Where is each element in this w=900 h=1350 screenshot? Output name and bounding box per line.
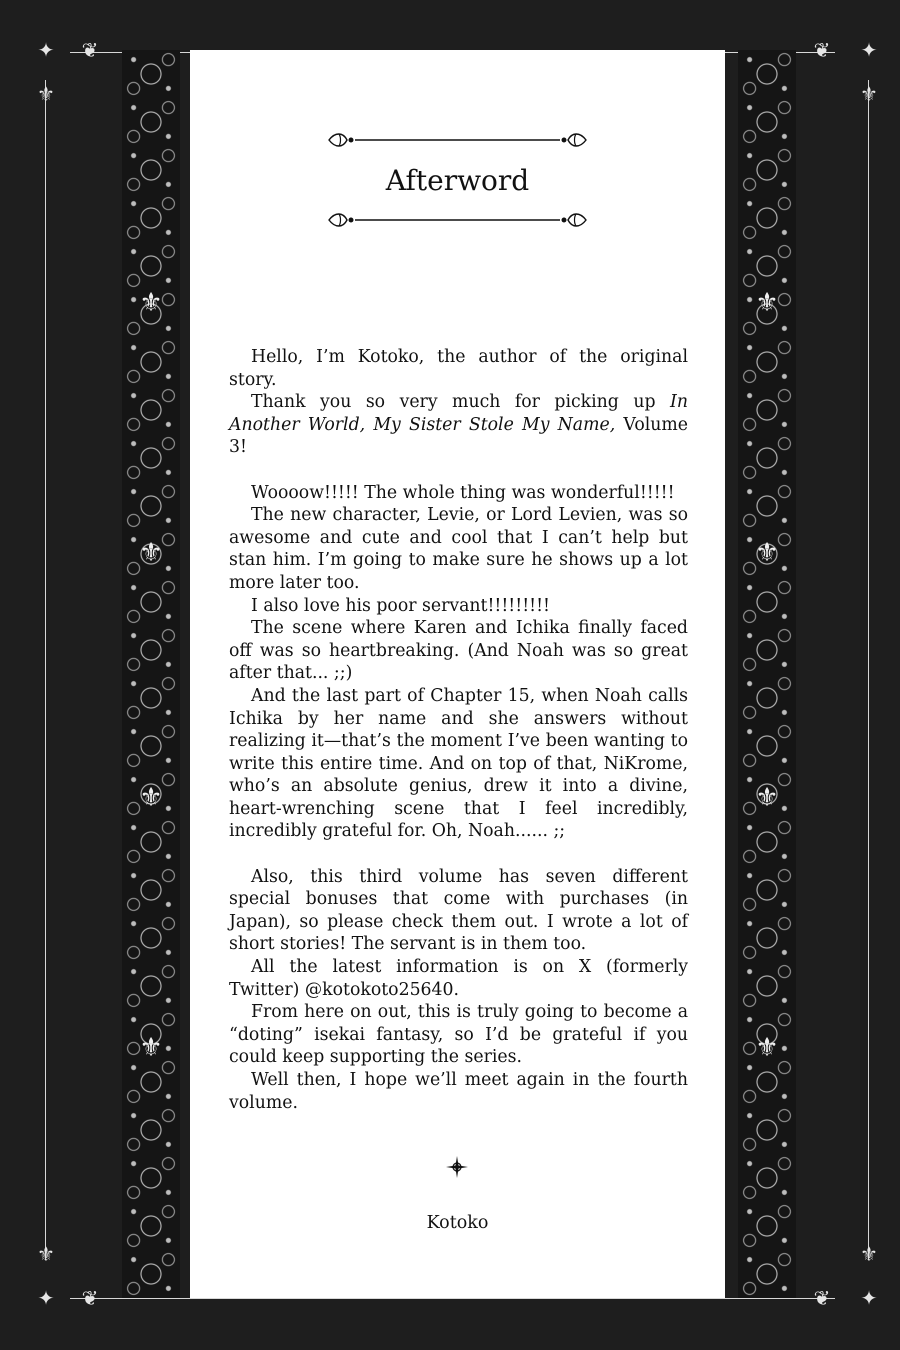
paragraph: The scene where Karen and Ichika finally faced off was so heartbreaking. (And Noah was so great after that... ;;) bbox=[229, 618, 688, 684]
afterword-body bbox=[229, 346, 688, 1114]
scroll-ornament-icon: ❦ bbox=[813, 1286, 831, 1310]
fleur-de-lis-icon: ⚜ bbox=[755, 538, 779, 568]
paragraph: Woooow!!!!! The whole thing was wonderful!!!!! bbox=[251, 482, 675, 503]
corner-star-icon: ✦ bbox=[860, 1286, 878, 1310]
ornamental-border-right bbox=[738, 50, 796, 1298]
page-title: Afterword bbox=[385, 164, 530, 197]
paragraph: Well then, I hope we’ll meet again in the fourth volume. bbox=[229, 1070, 688, 1113]
book-title: In Another World, My Sister Stole My Name, bbox=[229, 392, 688, 435]
corner-star-icon: ✦ bbox=[37, 1286, 55, 1310]
paragraph: And the last part of Chapter 15, when Noah calls Ichika by her name and she answers without realizing it—that’s the moment I’ve been wanting to write this entire time. And on top of that, NiKrome, who’s an absolute genius, drew it into a divine, heart-wrenching scene that I feel incredibly, incredibly grateful for. Oh, Noah...... ;; bbox=[229, 685, 688, 842]
fleur-de-lis-icon: ⚜ bbox=[139, 1033, 163, 1063]
scroll-ornament-icon: ❦ bbox=[813, 38, 831, 62]
fleur-de-lis-icon: ⚜ bbox=[860, 82, 878, 106]
ornamental-border-left bbox=[122, 50, 180, 1298]
paragraph: I also love his poor servant!!!!!!!!! bbox=[251, 595, 550, 616]
author-signature: Kotoko bbox=[426, 1213, 489, 1233]
fleur-de-lis-icon: ⚜ bbox=[37, 1242, 55, 1266]
fleur-de-lis-icon: ⚜ bbox=[37, 82, 55, 106]
fleur-de-lis-icon: ⚜ bbox=[860, 1242, 878, 1266]
frame-line-right bbox=[868, 80, 869, 1260]
fleur-de-lis-icon: ⚜ bbox=[139, 783, 163, 813]
star-ornament-icon bbox=[445, 1155, 469, 1179]
title-rule-bottom-icon bbox=[325, 208, 590, 232]
paragraph: From here on out, this is truly going to become a “doting” isekai fantasy, so I’d be grateful if you could keep supporting the series. bbox=[229, 1002, 688, 1068]
frame-line-left bbox=[45, 80, 46, 1260]
paragraph: All the latest information is on X (formerly Twitter) @kotokoto25640. bbox=[229, 957, 688, 1000]
corner-star-icon: ✦ bbox=[860, 38, 878, 62]
scroll-ornament-icon: ❦ bbox=[81, 1286, 99, 1310]
title-rule-top-icon bbox=[325, 128, 590, 152]
paragraph: Also, this third volume has seven different special bonuses that come with purchases (in Japan), so please check them out. I wrote a lot of short stories! The servant is in them too. bbox=[229, 866, 688, 955]
fleur-de-lis-icon: ⚜ bbox=[139, 288, 163, 318]
frame-line-bottom bbox=[70, 1298, 835, 1299]
paragraph: Thank you so very much for picking up In Another World, My Sister Stole My Name, Volume 3! bbox=[229, 392, 688, 458]
scroll-ornament-icon: ❦ bbox=[81, 38, 99, 62]
fleur-de-lis-icon: ⚜ bbox=[139, 538, 163, 568]
corner-star-icon: ✦ bbox=[37, 38, 55, 62]
fleur-de-lis-icon: ⚜ bbox=[755, 1033, 779, 1063]
paragraph: The new character, Levie, or Lord Levien, was so awesome and cute and cool that I can’t help but stan him. I’m going to make sure he shows up a lot more later too. bbox=[229, 505, 688, 593]
paragraph: Hello, I’m Kotoko, the author of the original story. bbox=[229, 347, 688, 390]
fleur-de-lis-icon: ⚜ bbox=[755, 288, 779, 318]
fleur-de-lis-icon: ⚜ bbox=[755, 783, 779, 813]
